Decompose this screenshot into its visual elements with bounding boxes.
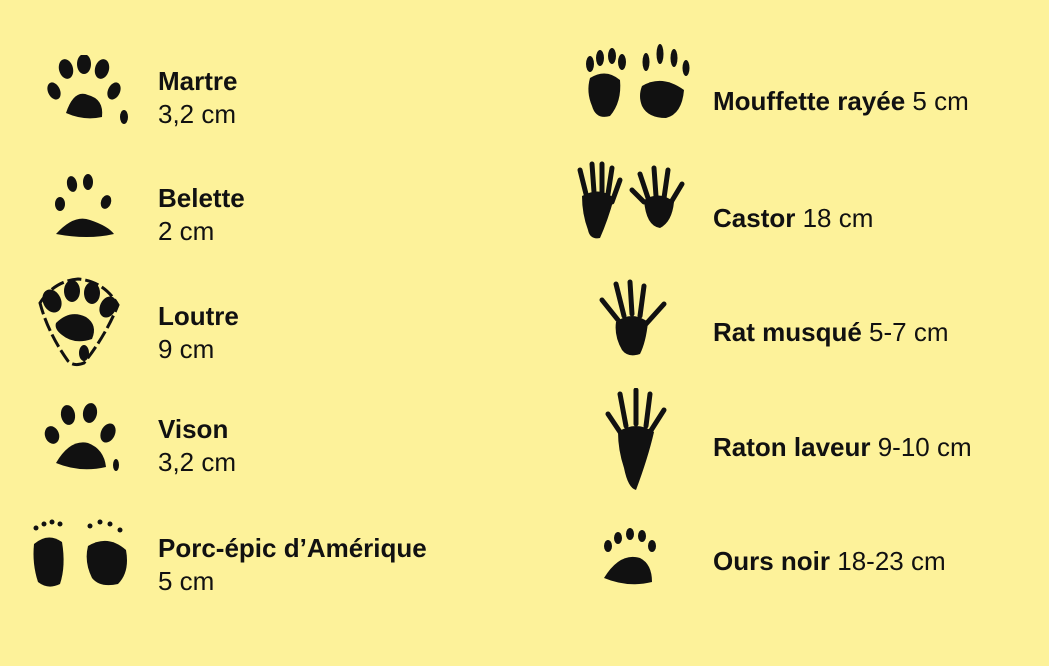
porcupine-track-icon xyxy=(30,516,130,592)
animal-name: Vison xyxy=(158,414,229,444)
muskrat-track-icon xyxy=(596,278,672,360)
track-entry-black-bear xyxy=(560,520,1049,630)
entry-label xyxy=(158,413,236,479)
entry-label xyxy=(713,431,972,464)
track-size: 5 cm xyxy=(912,86,969,116)
entry-label xyxy=(158,532,427,598)
track-entry-porcupine xyxy=(0,508,540,618)
track-entry-beaver xyxy=(560,158,1049,268)
track-size: 2 cm xyxy=(158,216,215,246)
track-size: 5-7 cm xyxy=(869,317,949,347)
otter-track-icon xyxy=(34,275,124,367)
track-entry-raccoon xyxy=(560,386,1049,496)
track-entry-weasel xyxy=(0,162,540,272)
animal-name: Loutre xyxy=(158,301,239,331)
track-entry-marten xyxy=(0,45,540,155)
track-size: 9 cm xyxy=(158,334,215,364)
weasel-track-icon xyxy=(48,172,120,242)
track-entry-otter xyxy=(0,275,540,385)
animal-name: Ours noir xyxy=(713,546,838,576)
animal-name: Castor xyxy=(713,203,803,233)
track-entry-skunk xyxy=(560,40,1049,150)
marten-track-icon xyxy=(44,55,130,125)
track-size: 18-23 cm xyxy=(837,546,946,576)
black-bear-track-icon xyxy=(600,526,658,588)
track-size: 3,2 cm xyxy=(158,99,237,129)
skunk-track-icon xyxy=(582,44,694,124)
track-entry-muskrat xyxy=(560,276,1049,386)
entry-label xyxy=(713,545,946,578)
beaver-track-icon xyxy=(574,160,690,242)
animal-name: Belette xyxy=(158,183,245,213)
entry-label xyxy=(713,85,969,118)
animal-name: Mouffette rayée xyxy=(713,86,913,116)
track-size: 18 cm xyxy=(802,203,874,233)
raccoon-track-icon xyxy=(604,388,668,494)
animal-name: Martre xyxy=(158,66,238,96)
track-size: 3,2 cm xyxy=(158,447,237,477)
track-size: 5 cm xyxy=(158,566,215,596)
animal-name: Rat musqué xyxy=(713,317,870,347)
track-entry-mink xyxy=(0,393,540,503)
animal-name: Raton laveur xyxy=(713,432,878,462)
entry-label xyxy=(158,182,245,248)
entry-label xyxy=(713,316,949,349)
entry-label xyxy=(158,300,239,366)
entry-label xyxy=(713,202,873,235)
animal-name: Porc-épic d’Amérique xyxy=(158,533,427,563)
entry-label xyxy=(158,65,237,131)
track-size: 9-10 cm xyxy=(877,432,972,462)
mink-track-icon xyxy=(40,401,124,475)
